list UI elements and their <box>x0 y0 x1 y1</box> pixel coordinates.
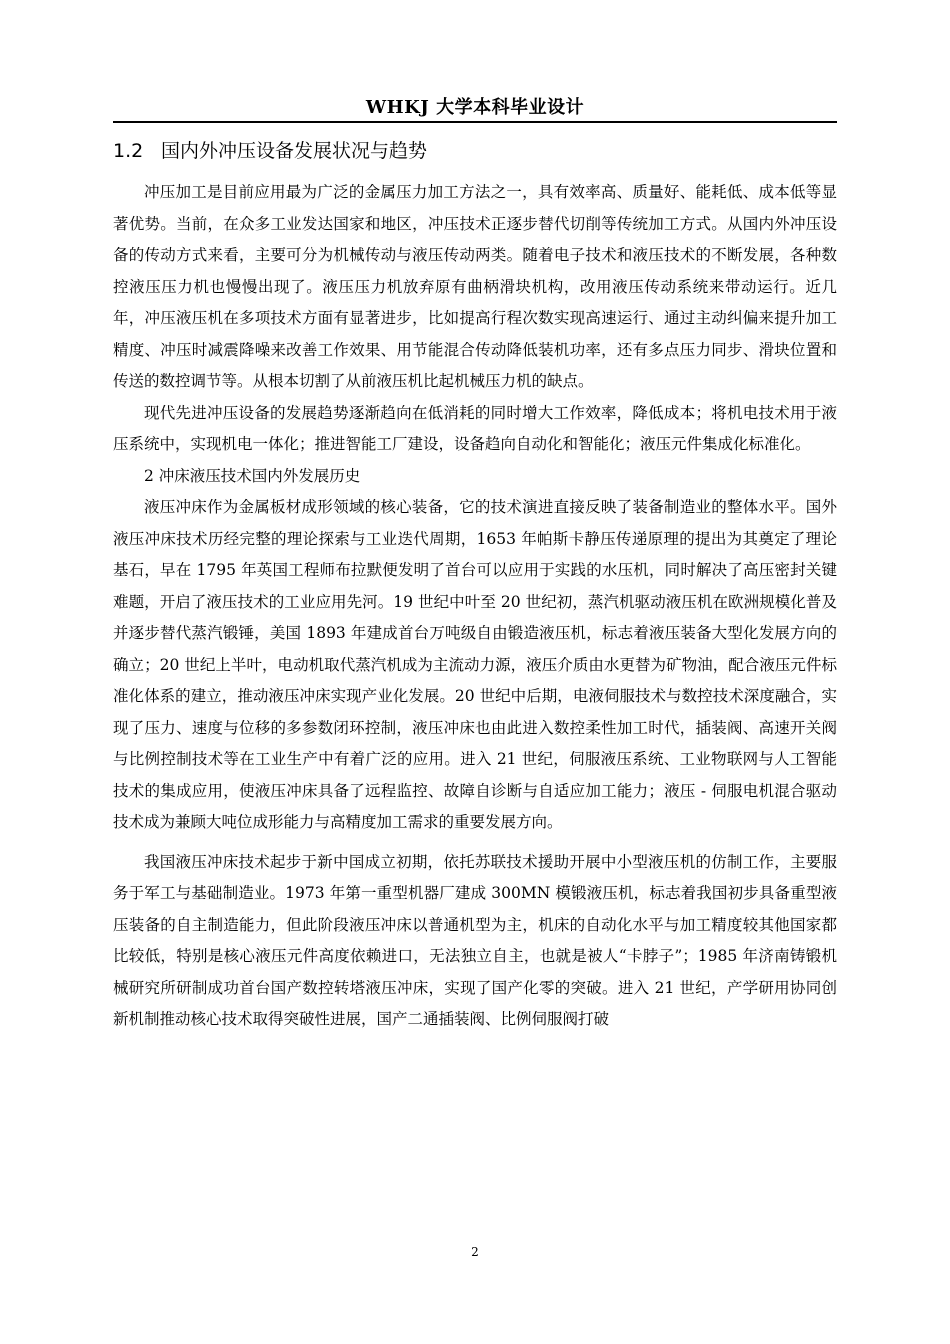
body-text <box>113 177 837 1036</box>
paragraph: 现代先进冲压设备的发展趋势逐渐趋向在低消耗的同时增大工作效率，降低成本；将机电技术用于液压系统中，实现机电一体化；推进智能工厂建设，设备趋向自动化和智能化；液压元件集成化标准化。 <box>113 403 837 453</box>
page-header-title: WHKJ 大学本科毕业设计 <box>365 97 585 118</box>
header-rule <box>113 121 837 123</box>
paragraph: 我国液压冲床技术起步于新中国成立初期，依托苏联技术援助开展中小型液压机的仿制工作，主要服务于军工与基础制造业。1973 年第一重型机器厂建成 300MN 模锻液压机，标志着我国初步具备重型液压装备的自主制造能力，但此阶段液压冲床以普通机型为主，机床的自动化水平与加工精度较其他国家都比较低，特别是核心液压元件高度依赖进口，无法独立自主，也就是被人“卡脖子”；1985 年济南铸锻机械研究所研制成功首台国产数控转塔液压冲床，实现了国产化零的突破。进入 21 世纪，产学研用协同创新机制推动核心技术取得突破性进展，国产二通插装阀、比例伺服阀打破 <box>113 852 837 1028</box>
paragraph: 冲压加工是目前应用最为广泛的金属压力加工方法之一，具有效率高、质量好、能耗低、成本低等显著优势。当前，在众多工业发达国家和地区，冲压技术正逐步替代切削等传统加工方式。从国内外冲压设备的传动方式来看，主要可分为机械传动与液压传动两类。随着电子技术和液压技术的不断发展，各种数控液压压力机也慢慢出现了。液压压力机放弃原有曲柄滑块机构，改用液压传动系统来带动运行。近几年，冲压液压机在多项技术方面有显著进步，比如提高行程次数实现高速运行、通过主动纠偏来提升加工精度、冲压时减震降噪来改善工作效果、用节能混合传动降低装机功率，还有多点压力同步、滑块位置和传送的数控调节等。从根本切割了从前液压机比起机械压力机的缺点。 <box>113 183 837 390</box>
page-number: 2 <box>471 1245 479 1259</box>
subheading: 2 冲床液压技术国内外发展历史 <box>144 466 361 485</box>
paragraph: 液压冲床作为金属板材成形领域的核心装备，它的技术演进直接反映了装备制造业的整体水平。国外液压冲床技术历经完整的理论探索与工业迭代周期，1653 年帕斯卡静压传递原理的提出为其奠定了理论基石，早在 1795 年英国工程师布拉默便发明了首台可以应用于实践的水压机，同时解决了高压密封关键难题，开启了液压技术的工业应用先河。19 世纪中叶至 20 世纪初，蒸汽机驱动液压机在欧洲规模化普及并逐步替代蒸汽锻锤，美国 1893 年建成首台万吨级自由锻造液压机，标志着液压装备大型化发展方向的确立；20 世纪上半叶，电动机取代蒸汽机成为主流动力源，液压介质由水更替为矿物油，配合液压元件标准化体系的建立，推动液压冲床实现产业化发展。20 世纪中后期，电液伺服技术与数控技术深度融合，实现了压力、速度与位移的多参数闭环控制，液压冲床也由此进入数控柔性加工时代，插装阀、高速开关阀与比例控制技术等在工业生产中有着广泛的应用。进入 21 世纪，伺服液压系统、工业物联网与人工智能技术的集成应用，使液压冲床具备了远程监控、故障自诊断与自适应加工能力；液压 - 伺服电机混合驱动技术成为兼顾大吨位成形能力与高精度加工需求的重要发展方向。 <box>113 498 837 831</box>
section-number: 1.2 <box>113 140 144 162</box>
section-heading <box>113 136 837 166</box>
section-title: 国内外冲压设备发展状况与趋势 <box>161 140 428 162</box>
